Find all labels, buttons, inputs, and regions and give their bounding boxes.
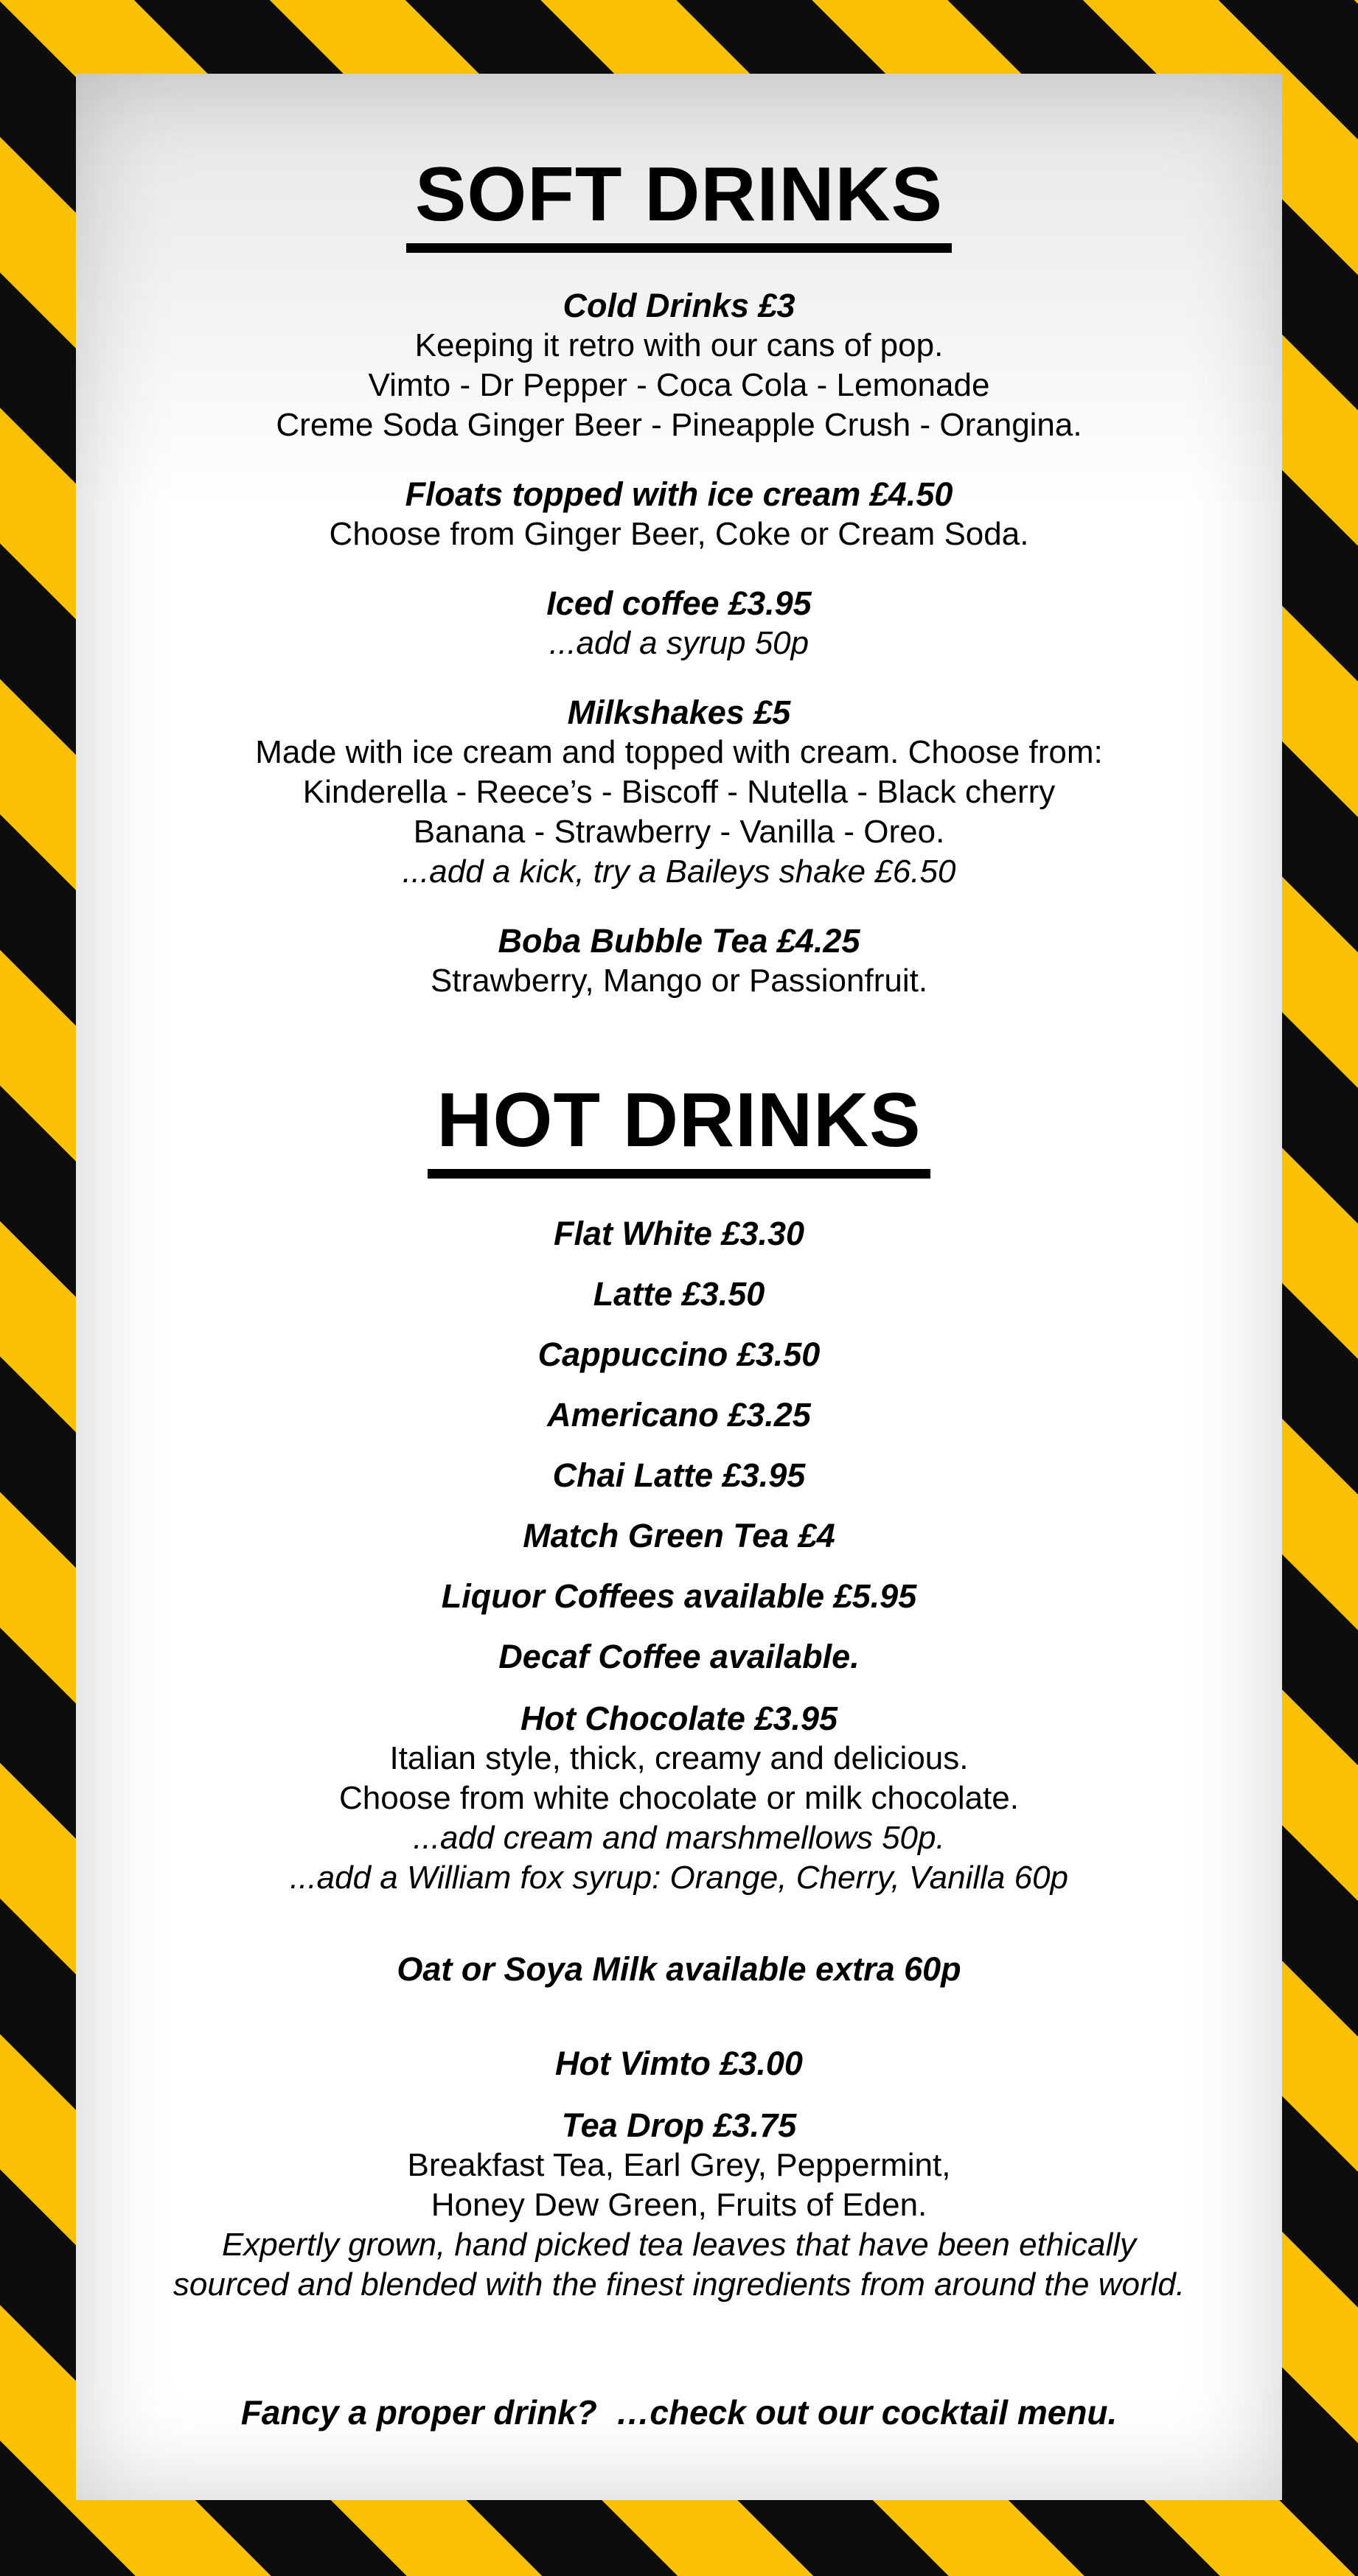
hot-drink-item: Flat White £3.30 (553, 1215, 805, 1252)
group-line: Honey Dew Green, Fruits of Eden. (431, 2187, 927, 2223)
group-heading: Iced coffee £3.95 (546, 584, 812, 622)
group-heading: Milkshakes £5 (567, 694, 791, 731)
group-note: ...add a kick, try a Baileys shake £6.50 (402, 854, 956, 890)
hot-drink-item: Match Green Tea £4 (523, 1517, 835, 1554)
group-line: Strawberry, Mango or Passionfruit. (430, 963, 928, 999)
group-line: Creme Soda Ginger Beer - Pineapple Crush - Orangina. (276, 407, 1082, 443)
hot-drink-item: Liquor Coffees available £5.95 (441, 1577, 917, 1615)
group-line: Vimto - Dr Pepper - Coca Cola - Lemonade (368, 367, 990, 403)
group-line: Choose from Ginger Beer, Coke or Cream Soda. (329, 516, 1029, 552)
menu-group-cold-drinks (110, 286, 1248, 445)
group-heading: Cold Drinks £3 (563, 287, 795, 324)
group-line: Italian style, thick, creamy and delicious. (389, 1740, 969, 1776)
group-heading: Tea Drop £3.75 (561, 2106, 797, 2144)
menu-group-tea-drop (110, 2106, 1248, 2305)
group-note: ...add a syrup 50p (549, 625, 809, 661)
soft-drinks-title: SOFT DRINKS (406, 156, 952, 253)
hot-drink-item: Decaf Coffee available. (498, 1638, 860, 1675)
hot-drink-item-hot-vimto: Hot Vimto £3.00 (555, 2045, 803, 2082)
paper (76, 74, 1282, 2500)
group-note: ...add cream and marshmellows 50p. (413, 1820, 945, 1856)
menu-group-floats (110, 475, 1248, 554)
hot-drink-item: Cappuccino £3.50 (537, 1336, 821, 1373)
hot-drink-item: Americano £3.25 (547, 1396, 811, 1434)
hot-drinks-section (110, 1215, 1248, 2305)
group-line: Choose from white chocolate or milk chocolate. (339, 1780, 1019, 1816)
hot-drink-item: Latte £3.50 (593, 1275, 765, 1313)
menu-group-hot-chocolate (110, 1699, 1248, 1898)
milk-option-note: Oat or Soya Milk available extra 60p (397, 1950, 961, 1988)
cocktail-menu-note: Fancy a proper drink? …check out our cocktail menu. (240, 2393, 1118, 2432)
group-line: Keeping it retro with our cans of pop. (414, 327, 944, 363)
group-note: Expertly grown, hand picked tea leaves that have been ethically (221, 2227, 1137, 2263)
hot-drinks-list (110, 1215, 1248, 1675)
group-heading: Hot Chocolate £3.95 (520, 1700, 838, 1737)
hot-drinks-title-wrap (110, 1078, 1248, 1179)
group-line: Banana - Strawberry - Vanilla - Oreo. (413, 814, 945, 850)
group-line: Breakfast Tea, Earl Grey, Peppermint, (407, 2147, 951, 2183)
group-line: Kinderella - Reece’s - Biscoff - Nutella - Black cherry (302, 774, 1056, 810)
group-line: Made with ice cream and topped with cream. Choose from: (255, 734, 1103, 770)
group-note: sourced and blended with the finest ingredients from around the world. (173, 2266, 1185, 2303)
soft-drinks-section (110, 286, 1248, 1001)
hot-drinks-title: HOT DRINKS (428, 1082, 930, 1179)
menu-group-iced-coffee (110, 584, 1248, 663)
group-heading: Boba Bubble Tea £4.25 (498, 922, 860, 960)
menu-group-boba (110, 921, 1248, 1001)
soft-drinks-title-wrap (110, 152, 1248, 253)
hot-drink-item: Chai Latte £3.95 (552, 1456, 806, 1494)
menu-group-milkshakes (110, 693, 1248, 892)
group-note: ...add a William fox syrup: Orange, Cherry, Vanilla 60p (289, 1860, 1069, 1896)
group-heading: Floats topped with ice cream £4.50 (405, 475, 953, 513)
